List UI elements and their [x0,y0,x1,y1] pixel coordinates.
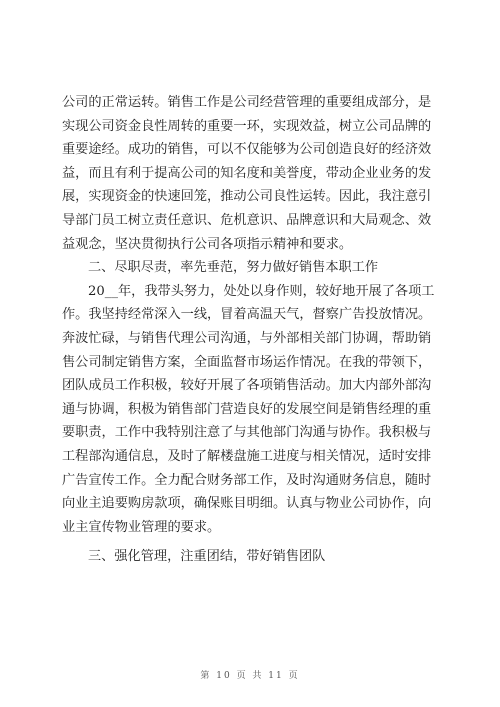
page-number-footer: 第 10 页 共 11 页 [200,671,300,681]
text-line: 公司的正常运转。销售工作是公司经营管理的重要组成部分，是 [62,95,432,110]
text-line: 实现公司资金良性周转的重要一环，实现效益，树立公司品牌的 [62,118,432,134]
text-line: 通与协调，积极为销售部门营造良好的发展空间是销售经理的重 [62,401,432,417]
text-line: 重要途经。成功的销售，可以不仅能够为公司创造良好的经济效 [62,142,432,158]
text-line: 团队成员工作积极，较好开展了各项销售活动。加大内部外部沟 [62,378,432,394]
text-line: 20__年，我带头努力，处处以身作则，较好地开展了各项工 [88,283,435,299]
document-body [62,91,450,569]
text-line: 向业主追要购房款项，确保账目明细。认真与物业公司协作，向 [62,496,432,512]
section-heading-3: 三、强化管理，注重团结，带好销售团队 [88,549,326,565]
paragraph-1 [62,91,450,256]
text-line: 要职责，工作中我特别注意了与其他部门沟通与协作。我积极与 [62,425,432,441]
text-line: 益观念，坚决贯彻执行公司各项指示精神和要求。 [62,236,353,252]
text-line: 广告宣传工作。全力配合财务部工作，及时沟通财务信息，随时 [62,472,432,488]
text-line: 作。我坚持经常深入一线，冒着高温天气，督察广告投放情况。 [62,307,432,323]
text-line: 展，实现资金的快速回笼，推动公司良性运转。因此，我注意引 [62,189,432,205]
text-line: 工程部沟通信息，及时了解楼盘施工进度与相关情况，适时安排 [62,448,432,464]
text-line: 益，而且有利于提高公司的知名度和美誉度，带动企业业务的发 [62,165,432,181]
text-line: 售公司制定销售方案，全面监督市场运作情况。在我的带领下， [62,354,432,370]
text-line: 业主宣传物业管理的要求。 [62,519,221,535]
text-line: 奔波忙碌，与销售代理公司沟通，与外部相关部门协调，帮助销 [62,330,432,346]
paragraph-2 [62,280,450,540]
text-line: 导部门员工树立责任意识、危机意识、品牌意识和大局观念、效 [62,212,432,228]
section-heading-2: 二、尽职尽责，率先垂范，努力做好销售本职工作 [88,260,379,276]
